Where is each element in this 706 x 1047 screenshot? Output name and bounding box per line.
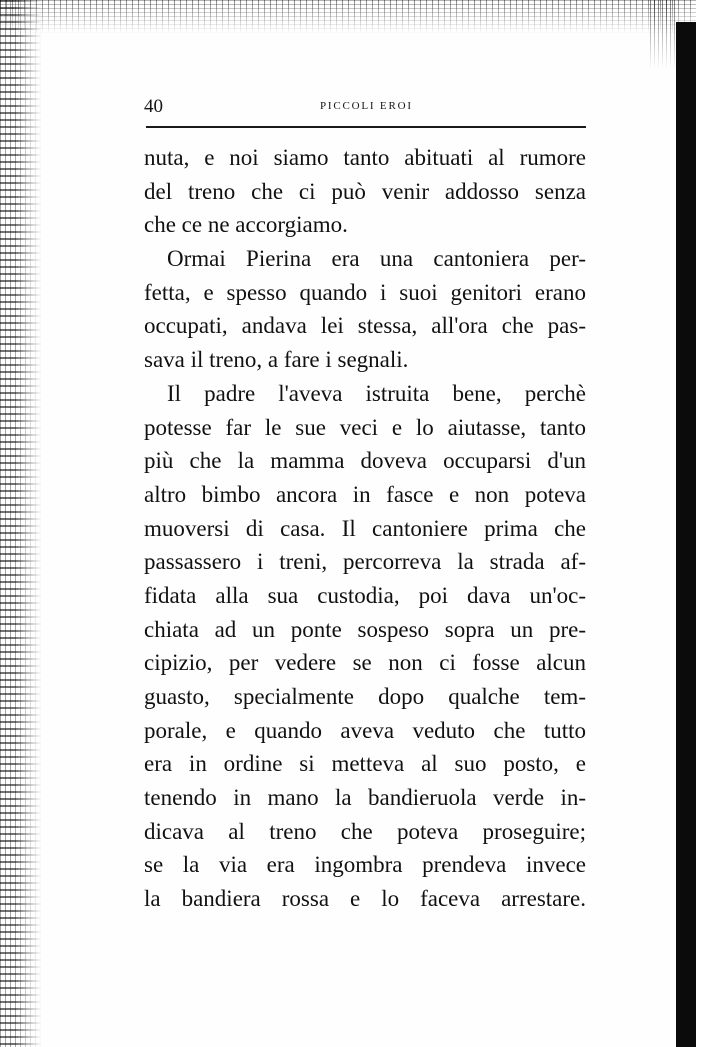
scan-right-margin [696,0,706,1047]
text-line: sava il treno, a fare i segnali. [144,347,409,373]
scan-right-speckle [650,0,676,70]
text-line: la bandiera rossa e lo faceva arrestare. [144,886,586,912]
text-line: tenendo in mano la bandieruola verde in- [144,785,586,811]
text-line: del treno che ci può venir addosso senza [144,178,586,204]
text-line: porale, e quando aveva veduto che tutto [144,717,586,743]
text-line: nuta, e noi siamo tanto abituati al rumore [144,145,586,170]
text-line: muoversi di casa. Il cantoniere prima che [144,515,586,541]
text-line: altro bimbo ancora in fasce e non poteva [144,481,586,507]
scan-top-edge [0,0,706,34]
text-line: chiata ad un ponte sospeso sopra un pre- [144,616,586,642]
text-line: Il padre l'aveva istruita bene, perchè [167,380,586,406]
scan-left-edge [0,0,42,1047]
text-line: che ce ne accorgiamo. [144,212,348,238]
text-line: era in ordine si metteva al suo posto, e [144,751,586,777]
text-line: occupati, andava lei stessa, all'ora che pas- [144,313,586,339]
text-line: se la via era ingombra prendeva invece [144,852,586,878]
text-line: potesse far le sue veci e lo aiutasse, tanto [144,414,586,440]
text-line: Ormai Pierina era una cantoniera per- [167,246,586,272]
text-line: dicava al treno che poteva proseguire; [144,818,586,844]
text-line: più che la mamma doveva occuparsi d'un [144,448,586,474]
text-line: cipizio, per vedere se non ci fosse alcun [144,650,586,676]
text-line: guasto, specialmente dopo qualche tem- [144,684,586,709]
running-title: PICCOLI EROI [320,100,413,112]
header-rule [146,126,586,128]
page-header [144,96,584,124]
text-line: passassero i treni, percorreva la strada af- [144,549,586,575]
text-line: fetta, e spesso quando i suoi genitori erano [144,279,586,305]
body-text [144,141,586,916]
page-number: 40 [144,96,163,117]
scan-right-border [676,22,696,1047]
text-line: fidata alla sua custodia, poi dava un'oc- [144,582,586,608]
